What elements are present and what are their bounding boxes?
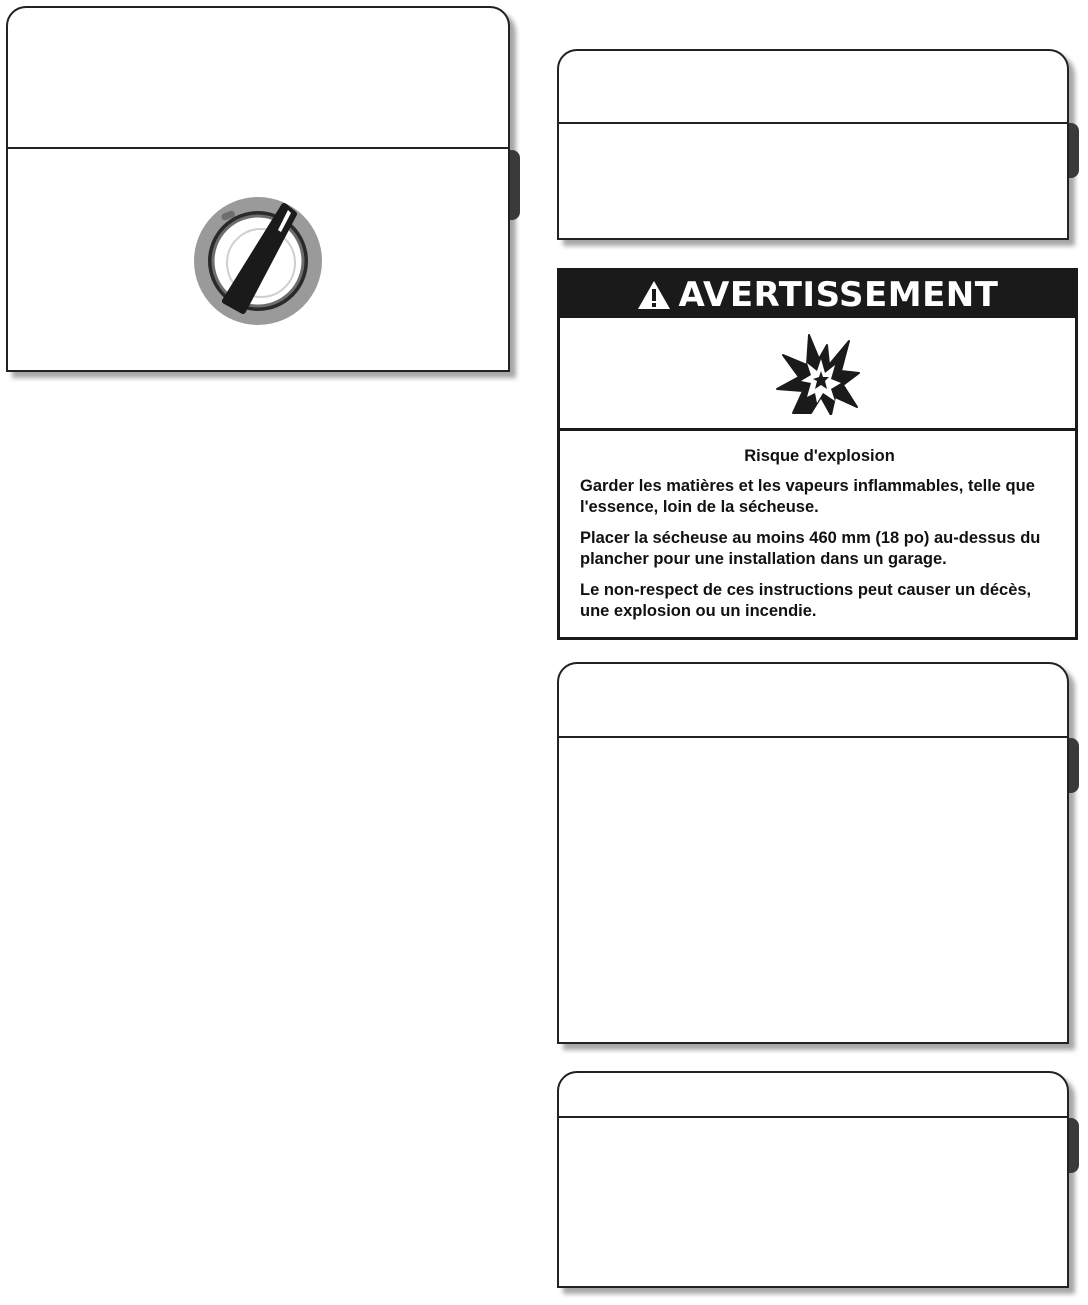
knob-panel: [6, 6, 510, 372]
warning-triangle-icon: [637, 280, 671, 310]
info-panel-top: [557, 49, 1069, 240]
warning-title: Risque d'explosion: [744, 447, 895, 465]
warning-header: [560, 271, 1075, 318]
info-panel-middle: [557, 662, 1069, 1044]
panel-divider: [559, 1116, 1067, 1118]
panel-tab: [1069, 123, 1079, 178]
panel-divider: [559, 736, 1067, 738]
warning-box: [557, 268, 1078, 640]
panel-divider: [559, 122, 1067, 124]
panel-tab: [1069, 1118, 1079, 1173]
panel-divider: [8, 147, 508, 149]
warning-symbol-row: [560, 318, 1075, 431]
warning-header-label: AVERTISSEMENT: [678, 274, 999, 315]
panel-tab: [510, 150, 520, 220]
panel-tab: [1069, 738, 1079, 793]
explosion-icon: [773, 331, 863, 415]
warning-paragraph-flammables: Garder les matières et les vapeurs inflammables, telle que l'essence, loin de la sécheuse.: [580, 477, 1035, 516]
cycle-control-knob-icon: [191, 194, 325, 328]
warning-paragraph-garage: Placer la sécheuse au moins 460 mm (18 po) au-dessus du plancher pour une installation dans un garage.: [580, 529, 1041, 568]
warning-paragraph-consequences: Le non-respect de ces instructions peut causer un décès, une explosion ou un incendie.: [580, 581, 1032, 620]
warning-text: [560, 431, 1075, 622]
info-panel-bottom: [557, 1071, 1069, 1288]
